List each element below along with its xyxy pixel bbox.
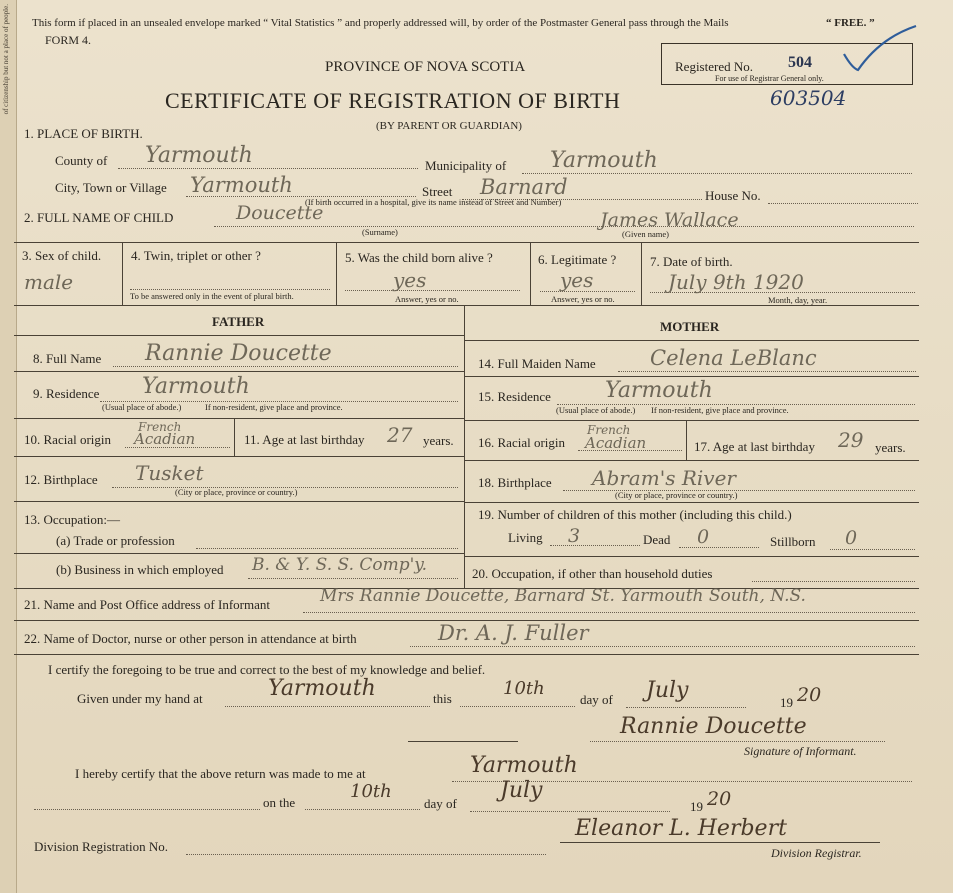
mother-birthplace-value: Abram's River [592,466,736,490]
division-number-label: Division Registration No. [34,839,168,854]
city-value: Yarmouth [190,173,293,197]
doctor-value: Dr. A. J. Fuller [438,621,589,645]
father-name-label: 8. Full Name [33,351,102,366]
given-year-prefix: 19 [780,695,793,710]
this-label: this [433,691,452,706]
stillborn-value: 0 [845,527,858,549]
certificate-subtitle: (BY PARENT OR GUARDIAN) [376,120,522,132]
living-value: 3 [568,525,581,547]
hereby-statement: I hereby certify that the above return was made to me at [75,766,366,781]
father-name-value: Rannie Doucette [145,341,332,366]
on-year-prefix: 19 [690,799,703,814]
province-heading: PROVINCE OF NOVA SCOTIA [325,59,526,75]
business-label: (b) Business in which employed [56,562,224,577]
father-heading: FATHER [212,314,265,329]
father-age-label: 11. Age at last birthday [244,432,365,447]
registered-label: Registered No. [675,59,753,74]
father-residence-label: 9. Residence [33,386,100,401]
father-birthplace-label: 12. Birthplace [24,472,98,487]
given-day-of-label: day of [580,692,613,707]
registrar-signature: Eleanor L. Herbert [575,816,787,841]
full-name-label: 2. FULL NAME OF CHILD [24,210,174,225]
living-label: Living [508,530,543,545]
trade-label: (a) Trade or profession [56,533,175,548]
father-age-value: 27 [387,423,413,447]
return-place-value: Yarmouth [470,753,578,778]
father-res-note2: If non-resident, give place and province. [205,402,343,412]
left-margin-band [0,0,17,893]
given-place-value: Yarmouth [268,676,376,701]
registered-number: 504 [788,54,812,71]
street-label: Street [422,184,453,199]
father-res-note: (Usual place of abode.) [102,402,182,412]
legitimate-value: yes [560,268,594,292]
legitimate-label: 6. Legitimate ? [538,252,617,267]
on-day-of-label: day of [424,796,457,811]
doctor-label: 22. Name of Doctor, nurse or other person in attendance at birth [24,631,357,646]
dead-value: 0 [697,526,710,548]
born-alive-label: 5. Was the child born alive ? [345,250,493,265]
mother-racial-label: 16. Racial origin [478,435,566,450]
father-racial-label: 10. Racial origin [24,432,112,447]
certify-statement: I certify the foregoing to be true and correct to the best of my knowledge and belief. [48,662,486,677]
mother-residence-label: 15. Residence [478,389,551,404]
county-value: Yarmouth [145,143,253,168]
father-birthplace-value: Tusket [135,461,204,485]
city-label: City, Town or Village [55,180,167,195]
check-mark-icon [840,24,920,74]
top-notice-free: “ FREE. ” [826,17,875,29]
sex-value: male [24,270,74,294]
father-years: years. [423,433,454,448]
surname-caption: (Surname) [362,227,398,237]
legitimate-note: Answer, yes or no. [551,294,615,304]
mother-racial-top: French [587,423,631,437]
given-under-label: Given under my hand at [77,691,203,706]
mother-age-value: 29 [838,428,864,452]
father-racial-value: Acadian [134,430,196,448]
mother-occupation-label: 20. Occupation, if other than household duties [472,566,713,581]
mother-residence-value: Yarmouth [605,378,713,403]
mother-heading: MOTHER [660,319,720,334]
mother-years: years. [875,440,906,455]
place-of-birth-label: 1. PLACE OF BIRTH. [24,126,143,141]
informant-label: 21. Name and Post Office address of Informant [24,597,270,612]
house-label: House No. [705,188,761,203]
children-label: 19. Number of children of this mother (including this child.) [478,507,792,522]
signature-informant-caption: Signature of Informant. [744,744,857,758]
mother-name-value: Celena LeBlanc [650,346,817,370]
certificate-title: CERTIFICATE OF REGISTRATION OF BIRTH [165,88,621,113]
twin-note: To be answered only in the event of plural birth. [130,291,294,301]
on-day-value: 10th [350,781,392,802]
on-the-label: on the [263,795,296,810]
mother-birthplace-label: 18. Birthplace [478,475,552,490]
given-name-value: James Wallace [600,209,739,231]
street-value: Barnard [480,175,568,199]
born-alive-note: Answer, yes or no. [395,294,459,304]
mother-res-note: (Usual place of abode.) [556,405,636,415]
division-registrar-caption: Division Registrar. [771,846,862,860]
occupation-label: 13. Occupation:— [24,512,121,527]
form-number: FORM 4. [45,33,92,47]
informant-value: Mrs Rannie Doucette, Barnard St. Yarmouth South, N.S. [320,586,806,606]
twin-label: 4. Twin, triplet or other ? [131,248,261,263]
date-birth-value: July 9th 1920 [668,270,804,294]
given-day-value: 10th [503,678,545,699]
on-month-value: July [500,778,543,803]
hospital-note: (If birth occurred in a hospital, give its name instead of Street and Number) [305,197,562,207]
given-caption: (Given name) [622,229,669,239]
father-bp-note: (City or place, province or country.) [175,487,298,497]
registered-note: For use of Registrar General only. [715,74,824,83]
mother-res-note2: If non-resident, give place and province. [651,405,789,415]
informant-signature: Rannie Doucette [620,714,807,739]
registered-handwritten: 603504 [770,86,847,110]
business-value: B. & Y. S. S. Comp'y. [252,555,428,575]
mother-racial-value: Acadian [585,434,647,452]
mother-bp-note: (City or place, province or country.) [615,490,738,500]
stillborn-label: Stillborn [770,534,816,549]
mother-age-label: 17. Age at last birthday [694,439,815,454]
given-year-value: 20 [797,684,822,706]
mother-name-label: 14. Full Maiden Name [478,356,596,371]
dead-label: Dead [643,532,671,547]
on-year-value: 20 [707,788,732,810]
given-month-value: July [646,678,689,703]
municipality-value: Yarmouth [550,148,658,173]
municipality-label: Municipality of [425,158,507,173]
date-birth-note: Month, day, year. [768,295,828,305]
side-text: of citizenship but not a place of people. [2,4,10,115]
born-alive-value: yes [393,268,427,292]
sex-label: 3. Sex of child. [22,248,102,263]
top-notice: This form if placed in an unsealed envelope marked “ Vital Statistics ” and properly addressed will, by order of the Postmaster General pass through the Mails [32,17,729,29]
county-label: County of [55,153,108,168]
date-birth-label: 7. Date of birth. [650,254,733,269]
father-racial-top: French [138,420,182,434]
surname-value: Doucette [236,202,324,224]
father-residence-value: Yarmouth [142,374,250,399]
